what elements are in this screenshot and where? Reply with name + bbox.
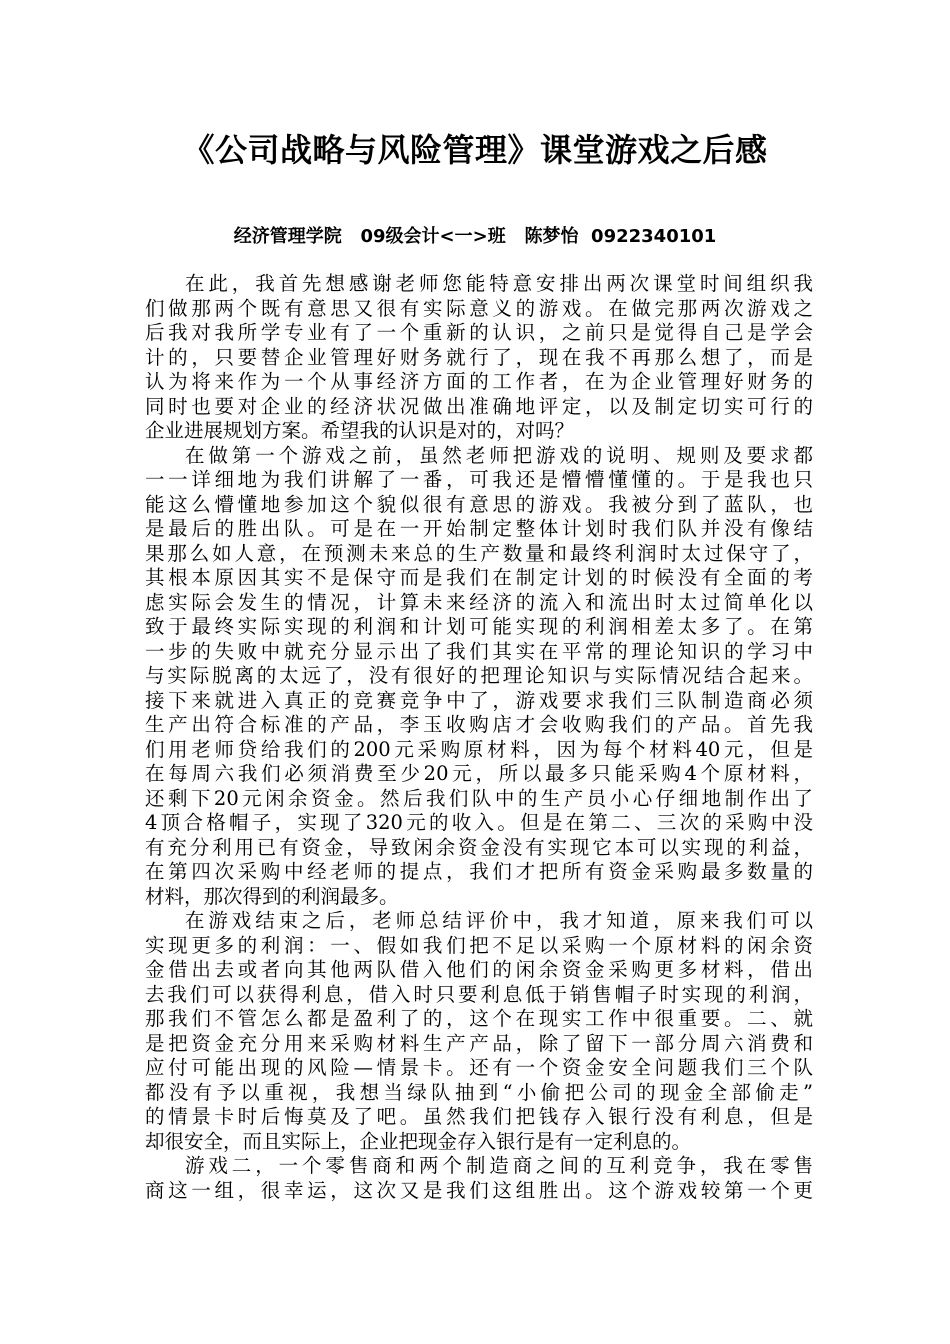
body-text-line: 还剩下20元闲余资金。然后我们队中的生产员小心仔细地制作出了 <box>145 786 813 810</box>
body-text-line: 在此，我首先想感谢老师您能特意安排出两次课堂时间组织我 <box>185 272 813 295</box>
body-text-line: 是把资金充分用来采购材料生产产品，除了留下一部分周六消费和 <box>145 1031 813 1055</box>
document-body <box>145 272 813 1203</box>
body-text-line: 实现更多的利润：一、假如我们把不足以采购一个原材料的闲余资 <box>145 933 813 957</box>
body-text-line: 接下来就进入真正的竞赛竞争中了，游戏要求我们三队制造商必须 <box>145 688 813 712</box>
body-text-line: 有充分利用已有资金，导致闲余资金没有实现它本可以实现的利益， <box>145 835 813 859</box>
body-text-line: 商这一组，很幸运，这次又是我们这组胜出。这个游戏较第一个更 <box>145 1178 813 1202</box>
body-text-line: 生产出符合标准的产品，李玉收购店才会收购我们的产品。首先我 <box>145 713 813 736</box>
body-text-line: 们用老师贷给我们的200元采购原材料，因为每个材料40元，但是 <box>145 737 813 761</box>
body-text-line: 认为将来作为一个从事经济方面的工作者，在为企业管理好财务的 <box>145 370 813 393</box>
body-text-line: 们做那两个既有意思又很有实际意义的游戏。在做完那两次游戏之 <box>145 296 813 320</box>
author-byline: 经济管理学院 09级会计<一>班 陈梦怡 0922340101 <box>233 226 717 247</box>
body-text-line: 后我对我所学专业有了一个重新的认识，之前只是觉得自己是学会 <box>145 321 813 344</box>
body-text-line: 虑实际会发生的情况，计算未来经济的流入和流出时太过简单化以 <box>145 590 813 614</box>
body-text-line: 4顶合格帽子，实现了320元的收入。但是在第二、三次的采购中没 <box>145 811 813 834</box>
body-text-line: 在第四次采购中经老师的提点，我们才把所有资金采购最多数量的 <box>145 860 813 883</box>
body-text-line: 致于最终实际实现的利润和计划可能实现的利润相差太多了。在第 <box>145 615 813 638</box>
body-text-line: 企业进展规划方案。希望我的认识是对的，对吗？ <box>145 419 575 442</box>
body-text-line: 一步的失败中就充分显示出了我们其实在平常的理论知识的学习中 <box>145 639 813 663</box>
body-text-line: 果那么如人意，在预测未来总的生产数量和最终利润时太过保守了， <box>145 541 813 565</box>
body-text-line: 在每周六我们必须消费至少20元，所以最多只能采购4个原材料， <box>145 762 813 785</box>
body-text-line: 与实际脱离的太远了，没有很好的把理论知识与实际情况结合起来。 <box>145 664 813 687</box>
body-text-line: 一一详细地为我们讲解了一番，可我还是懵懵懂懂的。于是我也只 <box>145 468 813 491</box>
body-text-line: 应付可能出现的风险—情景卡。还有一个资金安全问题我们三个队 <box>145 1056 813 1079</box>
body-text-line: 材料，那次得到的利润最多。 <box>145 884 399 908</box>
body-text-line: 其根本原因其实不是保守而是我们在制定计划的时候没有全面的考 <box>145 566 813 589</box>
body-text-line: 在游戏结束之后，老师总结评价中，我才知道，原来我们可以 <box>185 909 813 932</box>
body-text-line: 都没有予以重视，我想当绿队抽到“小偷把公司的现金全部偷走” <box>145 1080 813 1104</box>
body-text-line: 游戏二，一个零售商和两个制造商之间的互利竞争，我在零售 <box>185 1154 813 1177</box>
body-text-line: 的情景卡时后悔莫及了吧。虽然我们把钱存入银行没有利息，但是 <box>145 1105 813 1128</box>
body-text-line: 是最后的胜出队。可是在一开始制定整体计划时我们队并没有像结 <box>145 517 813 540</box>
body-text-line: 去我们可以获得利息，借入时只要利息低于销售帽子时实现的利润， <box>145 982 813 1006</box>
body-text-line: 金借出去或者向其他两队借入他们的闲余资金采购更多材料，借出 <box>145 958 813 981</box>
body-text-line: 那我们不管怎么都是盈利了的，这个在现实工作中很重要。二、就 <box>145 1007 813 1030</box>
body-text-line: 计的，只要替企业管理好财务就行了，现在我不再那么想了，而是 <box>145 345 813 369</box>
body-text-line: 却很安全，而且实际上，企业把现金存入银行是有一定利息的。 <box>145 1129 692 1153</box>
body-text-line: 在做第一个游戏之前，虽然老师把游戏的说明、规则及要求都 <box>185 443 813 467</box>
body-text-line: 同时也要对企业的经济状况做出准确地评定，以及制定切实可行的 <box>145 394 813 418</box>
body-text-line: 能这么懵懂地参加这个貌似很有意思的游戏。我被分到了蓝队，也 <box>145 492 813 516</box>
document-title: 《公司战略与风险管理》课堂游戏之后感 <box>182 131 768 169</box>
